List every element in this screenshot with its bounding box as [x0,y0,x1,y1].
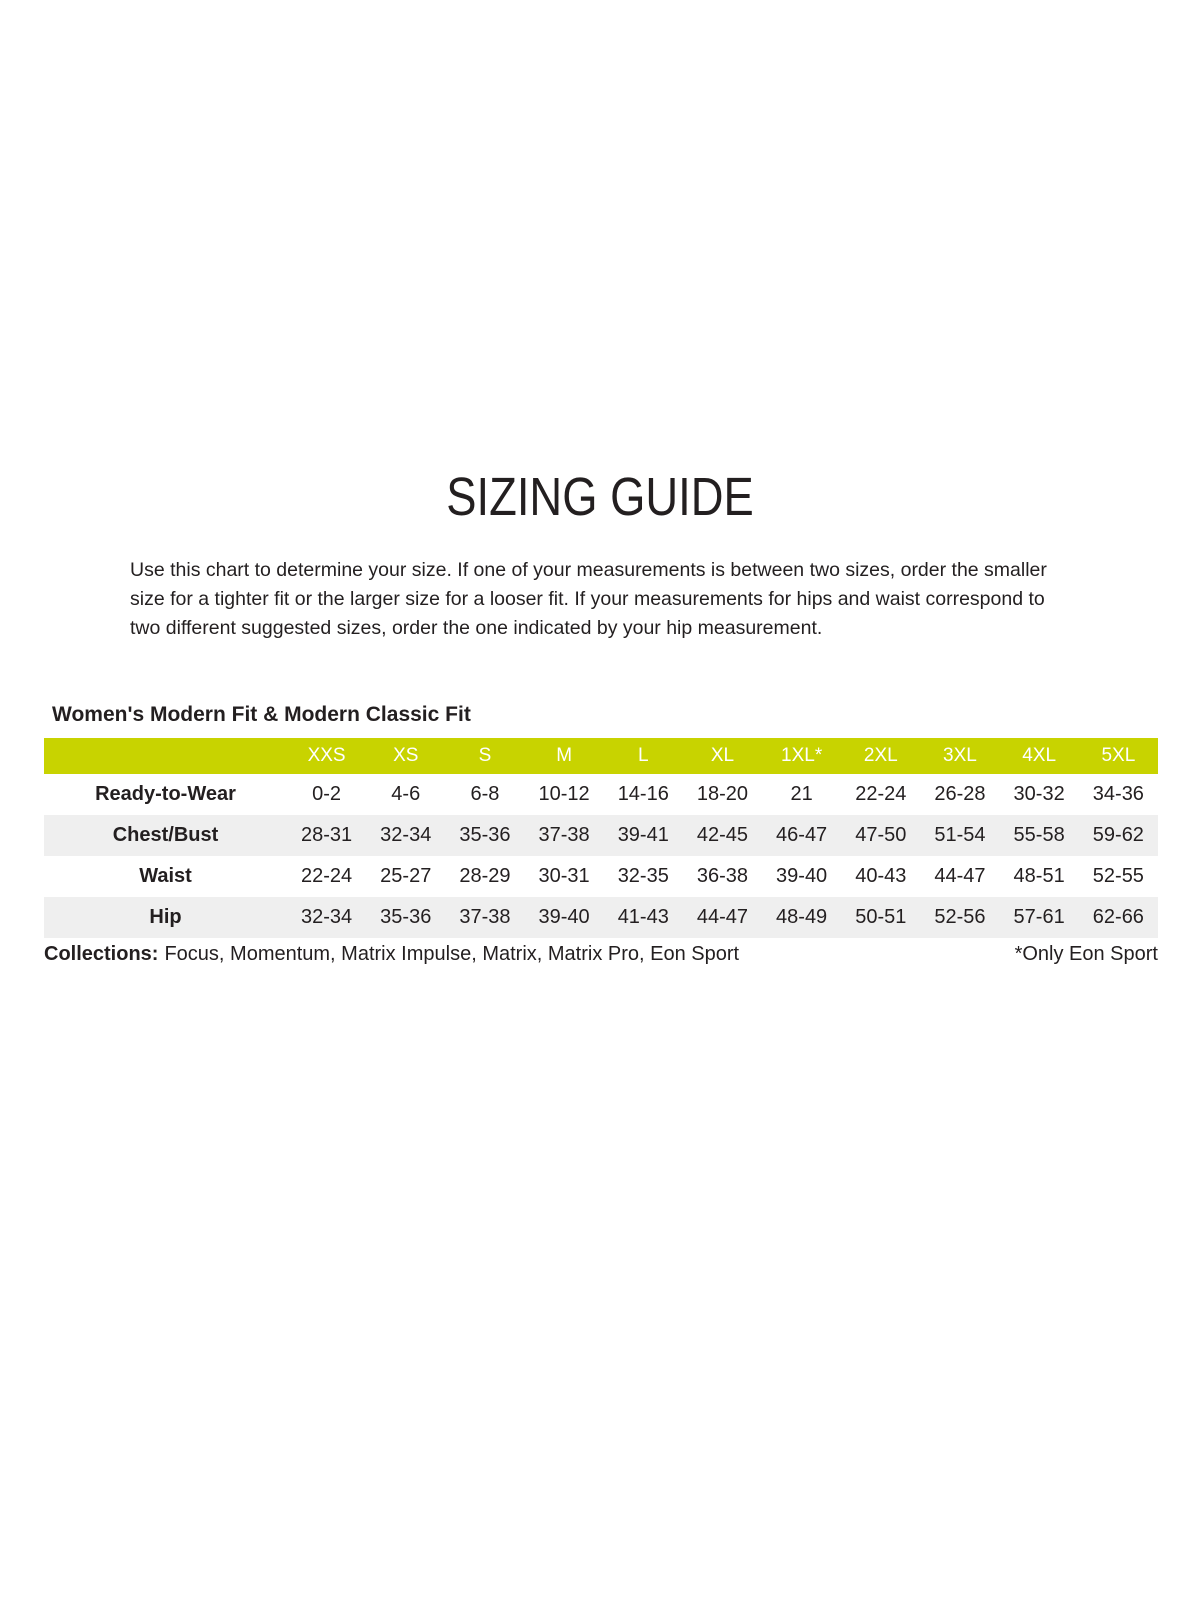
size-cell: 35-36 [459,824,511,846]
size-column-header: 3XL [920,738,999,774]
table-row-waist [44,856,1158,897]
size-cell: 41-43 [617,906,669,928]
collections-line [44,943,739,966]
size-cell: 22-24 [855,783,907,805]
size-cell: 21 [790,783,813,805]
size-cell: 55-58 [1013,824,1065,846]
size-cell: 28-31 [301,824,353,846]
row-label: Ready-to-Wear [95,783,236,805]
size-cell: 35-36 [380,906,432,928]
size-column-header: S [445,738,524,774]
size-cell: 0-2 [312,783,342,805]
size-cell: 57-61 [1013,906,1065,928]
size-cell: 44-47 [934,865,986,887]
size-column-header: 5XL [1079,738,1158,774]
section-heading-womens-modern-fit: Women's Modern Fit & Modern Classic Fit [52,703,471,726]
asterisk-footnote: *Only Eon Sport [1014,943,1158,965]
size-cell: 48-49 [776,906,828,928]
size-header-spacer [44,738,287,774]
size-cell: 39-41 [617,824,669,846]
size-cell: 32-34 [301,906,353,928]
size-cell: 30-32 [1013,783,1065,805]
row-label: Waist [139,865,192,887]
size-column-header: 4XL [1000,738,1079,774]
size-cell: 18-20 [696,783,749,805]
size-cell: 10-12 [538,783,590,805]
size-column-header: XXS [287,738,366,774]
size-cell: 32-34 [380,824,432,846]
table-row-ready-to-wear [44,774,1158,815]
table-footnotes [44,943,1158,966]
size-cell: 47-50 [855,824,907,846]
size-chart-table [44,738,1158,938]
size-cell: 4-6 [391,783,421,805]
size-cell: 52-55 [1092,865,1144,887]
size-cell: 22-24 [301,865,353,887]
size-column-header: M [525,738,604,774]
size-column-header: XS [366,738,445,774]
size-column-header: 2XL [841,738,920,774]
collections-label: Collections: [44,943,159,965]
size-cell: 32-35 [617,865,669,887]
size-cell: 36-38 [696,865,749,887]
size-cell: 37-38 [459,906,511,928]
row-label: Hip [149,906,182,928]
size-cell: 39-40 [776,865,828,887]
size-cell: 26-28 [934,783,986,805]
size-column-header: L [604,738,683,774]
size-cell: 14-16 [617,783,669,805]
size-cell: 37-38 [538,824,590,846]
size-cell: 25-27 [380,865,432,887]
table-row-chest-bust [44,815,1158,856]
size-cell: 44-47 [696,906,749,928]
size-cell: 39-40 [538,906,590,928]
collections-list: Focus, Momentum, Matrix Impulse, Matrix, Matrix Pro, Eon Sport [164,943,740,965]
intro-paragraph: Use this chart to determine your size. If one of your measurements is between two sizes, order the smaller size for a tighter fit or the larger size for a looser fit. If your measurements for hips and waist correspond to two different suggested sizes, order the one indicated by your hip measurement. [130,559,1047,639]
size-cell: 42-45 [696,824,749,846]
row-label: Chest/Bust [112,824,219,846]
size-header-row [44,738,1158,774]
size-cell: 50-51 [855,906,907,928]
page-title: SIZING GUIDE [446,467,754,527]
size-column-header: 1XL* [762,738,841,774]
size-cell: 62-66 [1092,906,1144,928]
size-cell: 6-8 [470,783,500,805]
size-cell: 52-56 [934,906,986,928]
size-cell: 48-51 [1013,865,1065,887]
table-row-hip [44,897,1158,938]
size-cell: 30-31 [538,865,590,887]
size-cell: 51-54 [934,824,986,846]
size-cell: 46-47 [776,824,828,846]
size-cell: 34-36 [1092,783,1144,805]
size-cell: 59-62 [1092,824,1144,846]
size-cell: 40-43 [855,865,907,887]
size-cell: 28-29 [459,865,511,887]
size-column-header: XL [683,738,762,774]
